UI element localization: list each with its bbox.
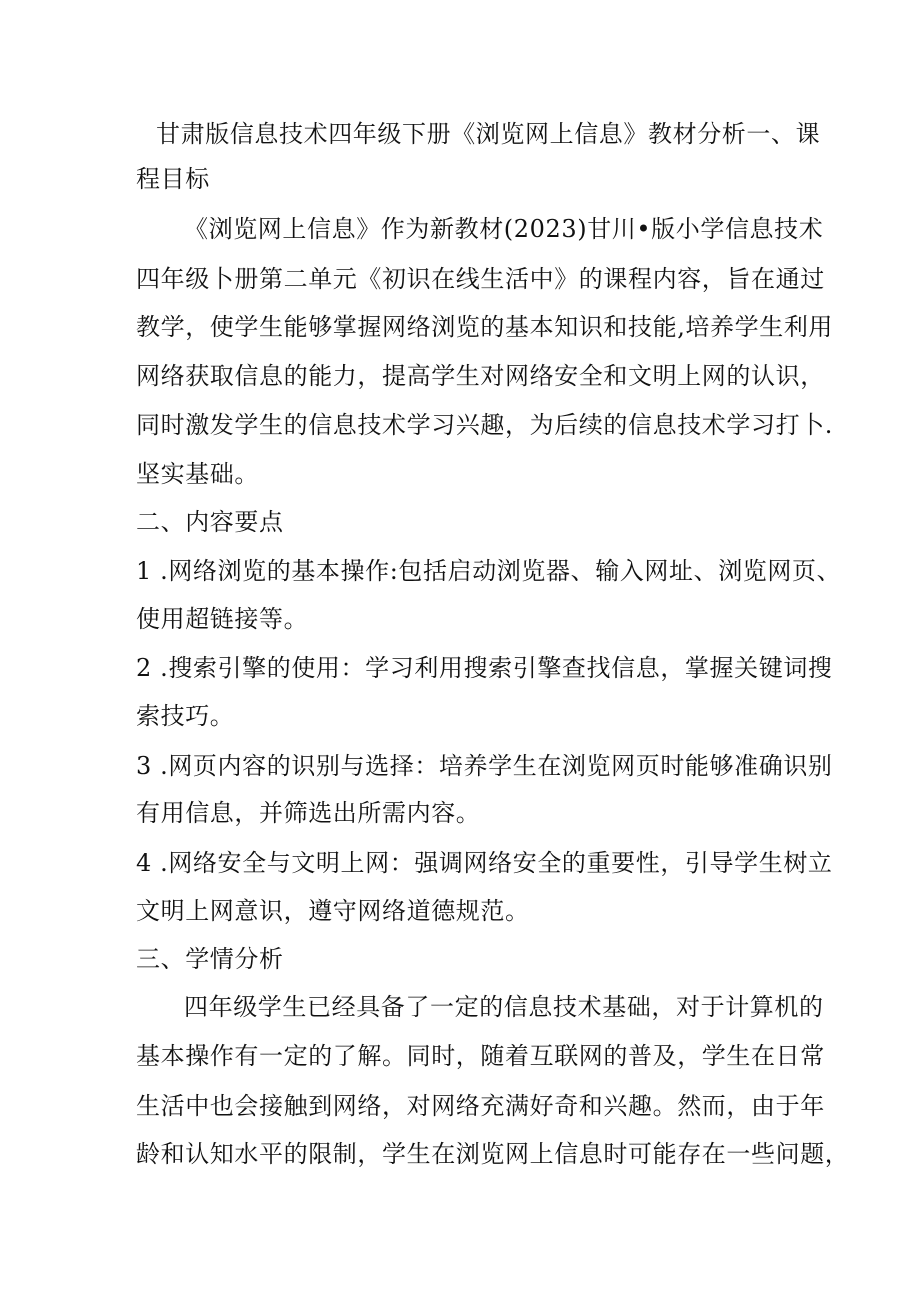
content-item-4-line-1: 4 .网络安全与文明上网：强调网络安全的重要性，引导学生树立 <box>136 849 833 877</box>
section1-paragraph-line: 教学，使学生能够掌握网络浏览的基本知识和技能,培养学生利用 <box>136 313 834 341</box>
content-item-3-line-2: 有用信息，并筛选出所需内容。 <box>136 799 481 827</box>
section1-paragraph-line: 网络获取信息的能力，提高学生对网络安全和文明上网的认识， <box>136 362 825 390</box>
section2-heading: 二、内容要点 <box>136 508 284 536</box>
section1-paragraph-line: 同时激发学生的信息技术学习兴趣，为后续的信息技术学习打卜. <box>136 411 834 439</box>
content-item-1-line-2: 使用超链接等。 <box>136 605 309 633</box>
content-item-2-line-1: 2 .搜索引擎的使用：学习利用搜索引擎查找信息，掌握关键词搜 <box>136 654 833 682</box>
section3-paragraph-line: 四年级学生已经具备了一定的信息技术基础，对于计算机的 <box>184 993 824 1021</box>
document-title-line-1: 甘肃版信息技术四年级下册《浏览网上信息》教材分析一、课 <box>156 120 821 148</box>
content-item-2-line-2: 索技巧。 <box>136 702 235 730</box>
section3-paragraph-line: 基本操作有一定的了解。同时，随着互联网的普及，学生在日常 <box>136 1042 825 1070</box>
content-item-4-line-2: 文明上网意识，遵守网络道德规范。 <box>136 897 530 925</box>
document-title-line-2: 程目标 <box>136 165 210 193</box>
section1-paragraph-line: 坚实基础。 <box>136 460 259 488</box>
section3-paragraph-line: 生活中也会接触到网络，对网络充满好奇和兴趣。然而，由于年 <box>136 1092 825 1120</box>
content-item-3-line-1: 3 .网页内容的识别与选择：培养学生在浏览网页时能够准确识别 <box>136 752 833 780</box>
section1-paragraph-line: 《浏览网上信息》作为新教材(2023)甘川•版小学信息技术 <box>184 215 824 243</box>
section1-paragraph-line: 四年级卜册第二单元《初识在线生活中》的课程内容，旨在通过 <box>136 265 825 293</box>
section3-heading: 三、学情分析 <box>136 945 284 973</box>
section3-paragraph-line: 龄和认知水平的限制，学生在浏览网上信息时可能存在一些问题， <box>136 1140 850 1168</box>
content-item-1-line-1: 1 .网络浏览的基本操作:包括启动浏览器、输入网址、浏览网页、 <box>136 557 842 585</box>
